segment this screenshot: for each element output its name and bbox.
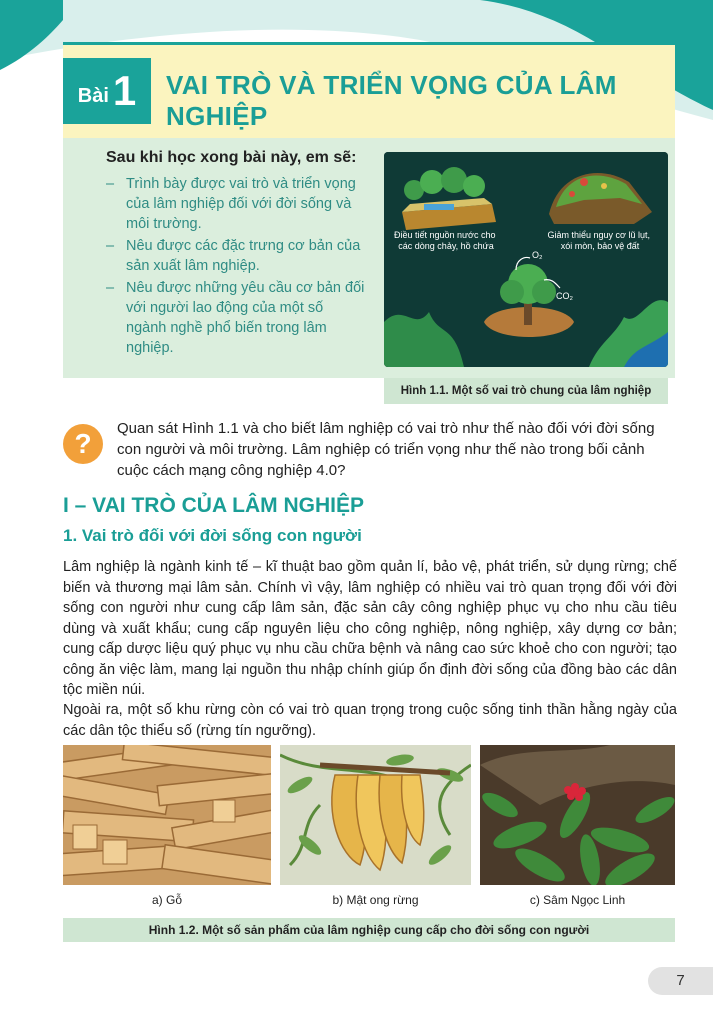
photo-caption-wood: a) Gỗ	[151, 893, 182, 907]
photo-wood	[63, 745, 271, 885]
question-icon: ?	[63, 424, 103, 464]
objectives-list	[106, 174, 366, 360]
paragraph-2: Ngoài ra, một số khu rừng còn có vai trò quan trọng trong cuộc sống tinh thần hằng ngày của các dân tộc thiểu số (rừng tín ngưỡng).	[63, 702, 677, 739]
section-heading: I – VAI TRÒ CỦA LÂM NGHIỆP	[63, 494, 365, 517]
photo-wild-honey	[280, 745, 471, 885]
figure2-caption: Hình 1.2. Một số sản phẩm của lâm nghiệp cung cấp cho đời sống con người	[63, 918, 675, 942]
carbon-dioxide-label: CO₂	[556, 291, 573, 301]
lesson-badge	[63, 58, 151, 124]
page-number: 7	[648, 967, 713, 995]
sub-heading: 1. Vai trò đối với đời sống con người	[63, 526, 362, 545]
figure-forest-roles	[384, 152, 668, 367]
erosion-control-label: Giảm thiểu nguy cơ lũ lụt, xói mòn, bảo vệ đất	[547, 230, 650, 251]
objectives-title: Sau khi học xong bài này, em sẽ:	[106, 149, 357, 166]
lesson-word: Bài	[77, 84, 109, 107]
photo-ngoc-linh-ginseng	[480, 745, 675, 885]
objective-item: – Nêu được những yêu cầu cơ bản đối với người lao động của một số ngành nghề phổ biến trong lâm nghiệp.	[106, 280, 365, 356]
figure1-caption: Hình 1.1. Một số vai trò chung của lâm nghiệp	[384, 378, 668, 404]
lesson-title: VAI TRÒ VÀ TRIỂN VỌNG CỦA LÂM NGHIỆP	[166, 70, 617, 131]
photo-caption-honey: b) Mật ong rừng	[332, 893, 419, 907]
question-text: Quan sát Hình 1.1 và cho biết lâm nghiệp có vai trò như thế nào đối với đời sống con người và môi trường. Lâm nghiệp có triển vọng như thế nào trong bối cảnh cuộc cách mạng công nghiệp 4.0?	[117, 420, 655, 479]
water-regulation-label: Điều tiết nguồn nước cho các dòng chảy, hồ chứa	[393, 230, 496, 251]
objective-item: – Nêu được các đặc trưng cơ bản của sản xuất lâm nghiệp.	[106, 238, 361, 274]
lesson-number: 1	[112, 67, 137, 114]
header-stripe	[63, 42, 675, 45]
photo-caption-ginseng: c) Sâm Ngọc Linh	[529, 893, 626, 907]
paragraph-1: Lâm nghiệp là ngành kinh tế – kĩ thuật bao gồm quản lí, bảo vệ, phát triển, sử dụng rừng; chế biến và thương mại lâm sản. Chính vì vậy, lâm nghiệp có nhiều vai trò quan trọng đối với đời sống con người như cung cấp lâm sản, đặc sản cây công nghiệp phục vụ cho nhu cầu tiêu dùng và xuất khẩu; cung cấp nguyên liệu cho công nghiệp, nông nghiệp, xây dựng cơ bản; cung cấp dược liệu quý phục vụ nhu cầu chữa bệnh và nâng cao sức khoẻ cho con người; tạo công ăn việc làm, mang lại nguồn thu nhập chính giúp ổn định đời sống của đồng bào các dân tộc miền núi.	[63, 559, 677, 698]
objective-item: – Trình bày được vai trò và triển vọng của lâm nghiệp đối với đời sống và môi trường.	[106, 176, 356, 232]
oxygen-label: O₂	[532, 250, 543, 260]
